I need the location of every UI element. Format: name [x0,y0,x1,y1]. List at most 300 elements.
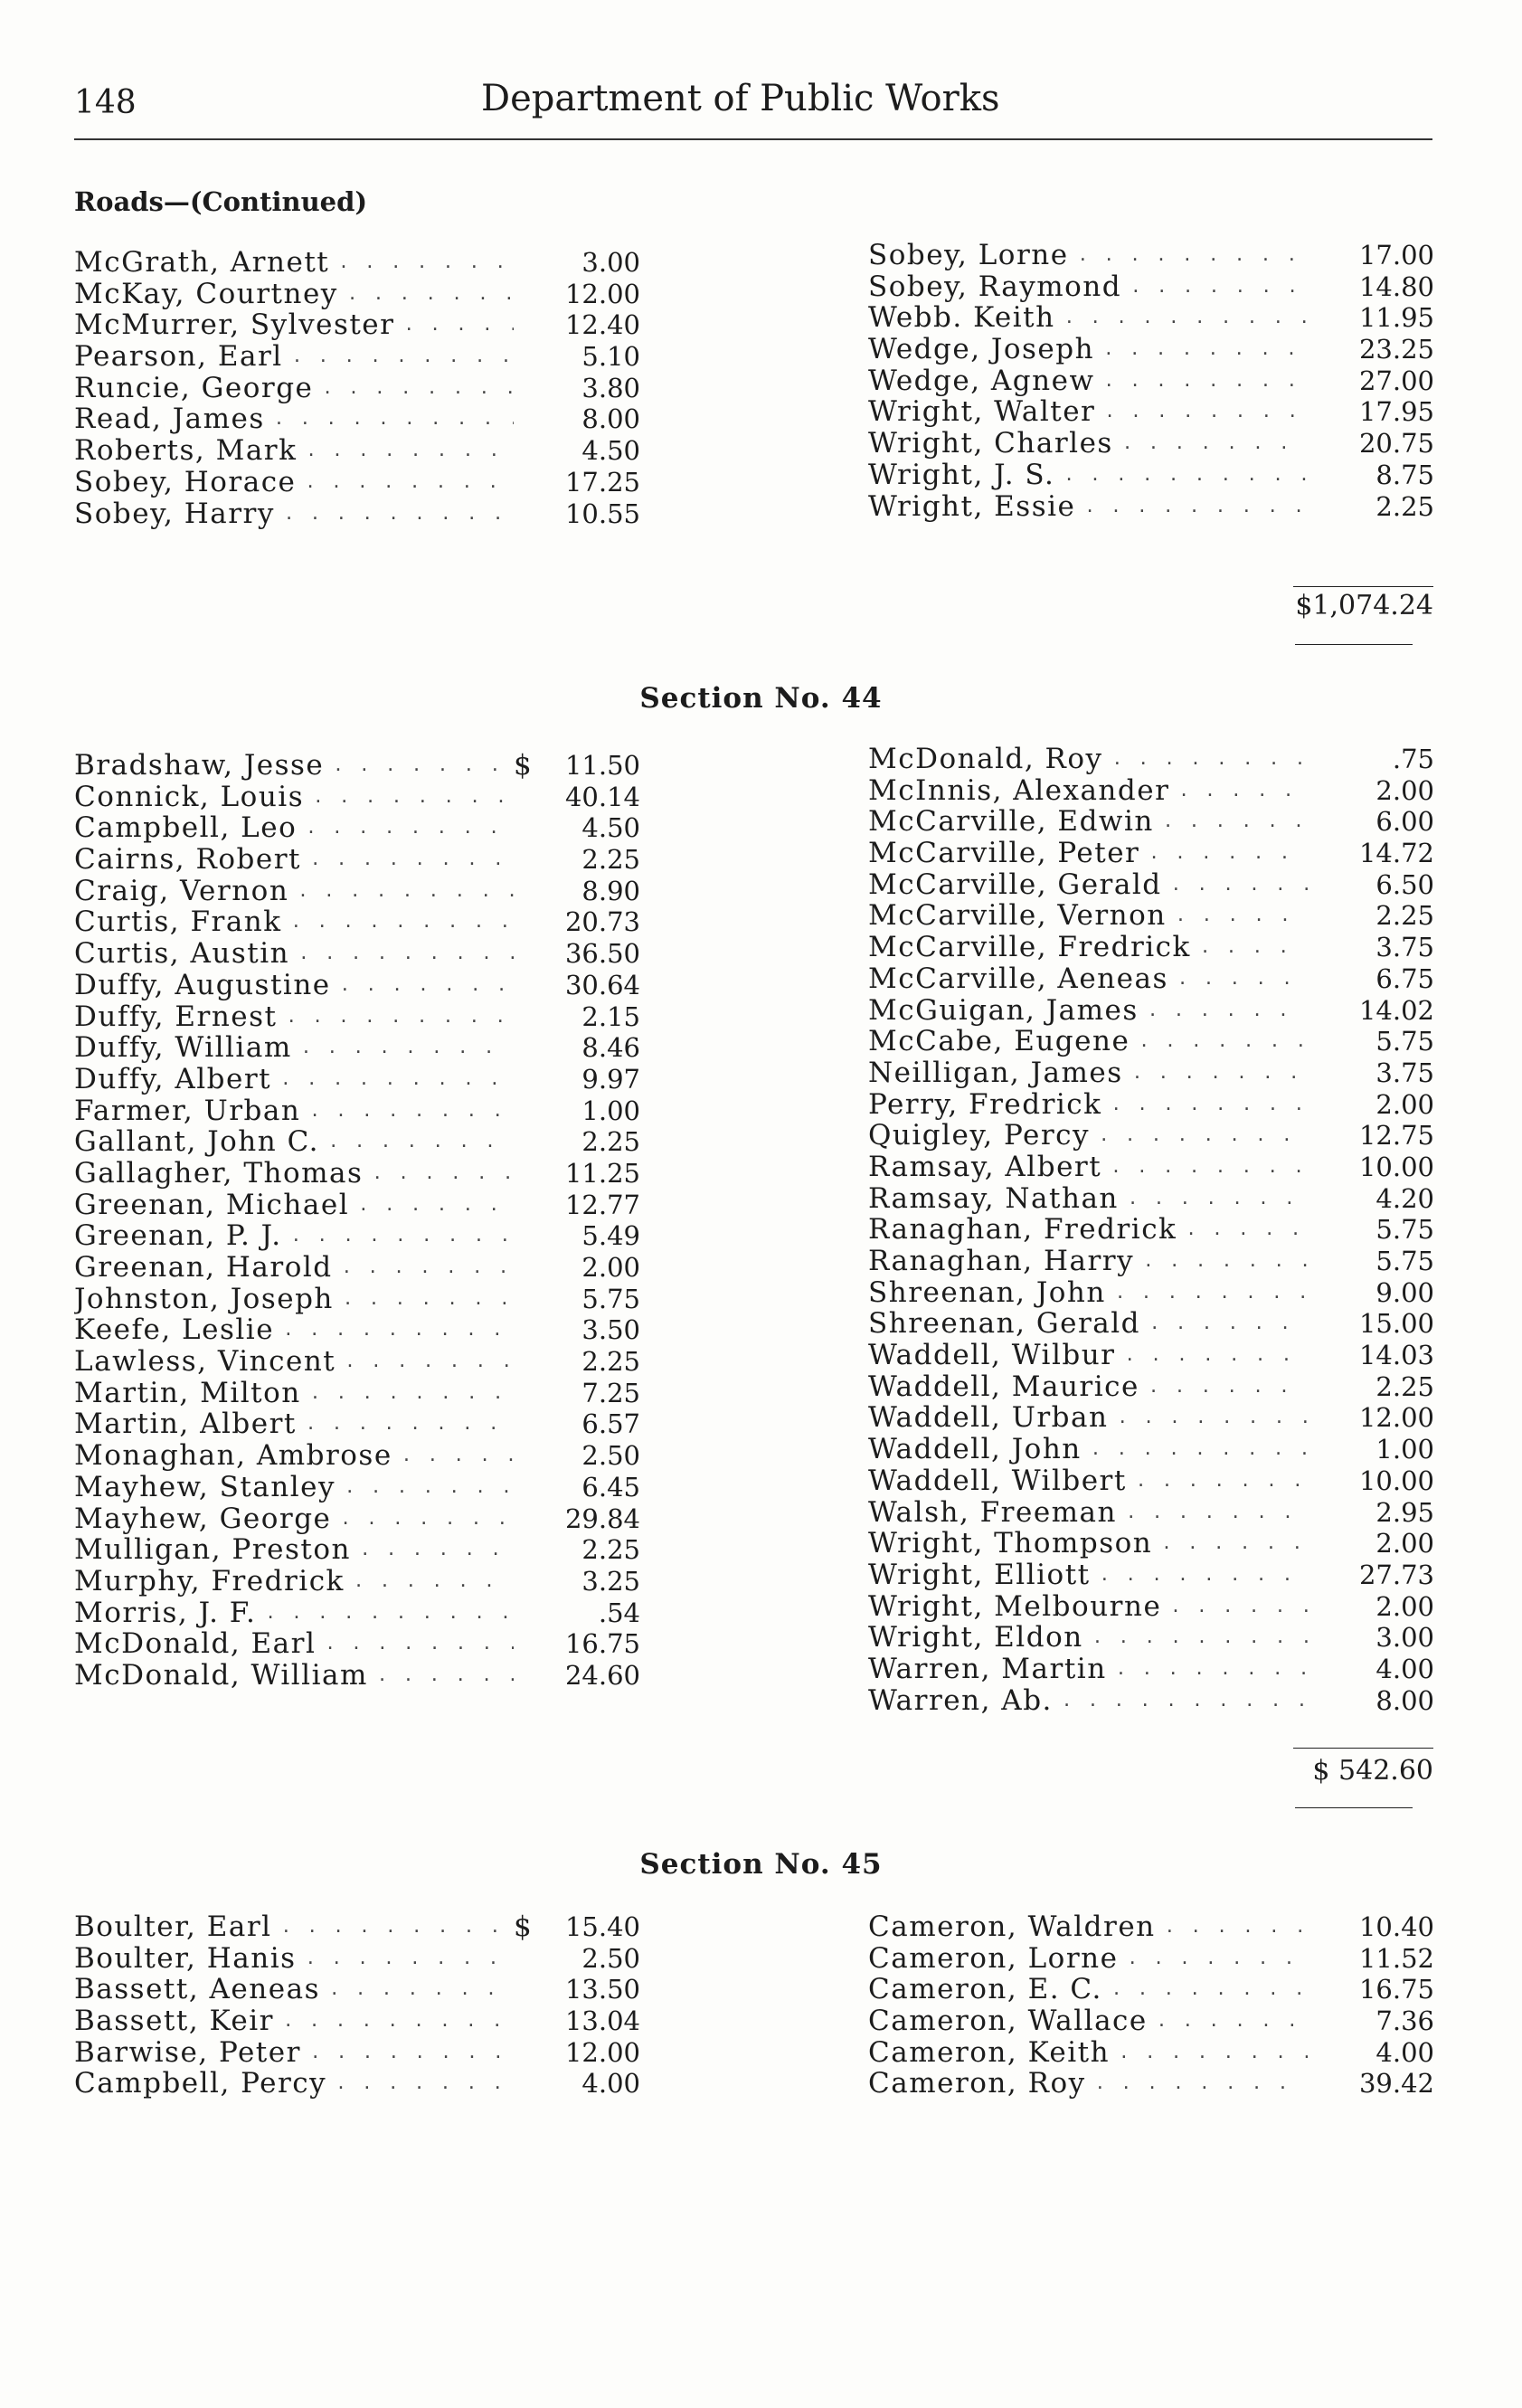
dollar-sign [1308,1911,1328,1943]
dollar-sign [1308,1974,1328,2005]
entry-name: Walsh, Freeman [868,1496,1118,1529]
entry-amount: 39.42 [1358,2068,1434,2100]
dot-leader [1095,396,1308,428]
ledger-entry [74,782,640,813]
ledger-entry [74,1911,640,1943]
ledger-entry [74,1284,640,1315]
dollar-sign [1308,1434,1328,1465]
dollar-sign: $ [514,1911,532,1943]
entry-name: Curtis, Frank [74,906,282,939]
entry-amount: 3.00 [581,247,640,278]
ledger-entry [868,271,1434,303]
dot-leader [1139,1371,1308,1403]
dot-leader [1113,428,1308,460]
dot-leader [1110,2037,1308,2069]
dollar-sign [514,1314,534,1346]
section-44-right-column [868,744,1434,1716]
dot-leader [1139,838,1308,869]
dollar-sign [1308,806,1328,838]
dot-leader [256,1597,514,1629]
entry-name: Perry, Fredrick [868,1088,1102,1121]
dollar-sign [1308,900,1328,932]
dollar-sign [514,1408,534,1440]
dollar-sign [514,2005,534,2037]
ledger-entry [868,1308,1434,1340]
entry-name: Greenan, P. J. [74,1220,282,1252]
entry-amount: 2.00 [581,1252,640,1283]
dollar-sign [1308,1685,1328,1717]
dollar-sign [1308,396,1328,428]
dollar-sign [1308,1026,1328,1057]
ledger-entry [74,1252,640,1284]
ledger-entry [868,1528,1434,1560]
dollar-sign [514,435,534,467]
ledger-entry [868,1120,1434,1152]
entry-amount: 40.14 [564,781,640,812]
entry-amount: 2.25 [581,1346,640,1378]
dollar-sign [1308,1120,1328,1152]
dot-leader [1069,240,1308,271]
dollar-sign [514,938,534,970]
entry-amount: 17.25 [564,466,640,498]
entry-name: Bassett, Keir [74,2005,274,2037]
dollar-sign [514,812,534,844]
ledger-entry [74,2037,640,2069]
dollar-sign [1308,1402,1328,1434]
ledger-entry [74,498,640,530]
entry-amount: 17.00 [1358,240,1434,270]
ledger-entry [868,1685,1434,1717]
dot-leader [1090,1120,1308,1152]
ledger-entry [74,1126,640,1158]
ledger-entry [868,744,1434,775]
entry-name: Waddell, Maurice [868,1370,1139,1403]
dollar-sign [514,1943,534,1975]
entry-amount: 27.73 [1358,1559,1434,1590]
entry-name: McCabe, Eugene [868,1026,1130,1057]
dollar-sign [514,1220,534,1252]
ledger-entry [868,963,1434,995]
entry-amount: 2.00 [1375,1590,1434,1622]
dollar-sign [514,1158,534,1190]
dot-leader [1094,334,1308,365]
ledger-entry [74,467,640,498]
entry-name: Wright, Walter [868,396,1096,429]
dollar-sign [514,1252,534,1284]
dot-leader [1086,2068,1308,2100]
ledger-entry [868,1057,1434,1089]
ledger-entry [74,1095,640,1127]
entry-name: McDonald, William [74,1659,368,1692]
entry-amount: 2.25 [1375,900,1434,932]
ledger-entry [74,970,640,1001]
ledger-entry [868,1622,1434,1654]
ledger-entry [868,1152,1434,1183]
dollar-sign [514,844,534,876]
entry-name: Farmer, Urban [74,1095,301,1127]
ledger-entry [868,1277,1434,1309]
entry-name: Shreenan, John [868,1276,1106,1309]
dollar-sign [514,373,534,404]
ledger-entry [74,1628,640,1660]
ledger-entry [74,1220,640,1252]
entry-name: McCarville, Aeneas [868,962,1168,995]
entry-amount: 7.25 [581,1377,640,1408]
entry-amount: 4.20 [1375,1182,1434,1214]
entry-amount: 14.02 [1358,994,1434,1026]
dot-leader [278,1001,515,1033]
entry-name: Cameron, Keith [868,2036,1111,2069]
entry-amount: 4.00 [1375,1653,1434,1684]
entry-name: McCarville, Peter [868,838,1140,869]
ledger-entry [868,900,1434,932]
dot-leader [297,435,514,467]
entry-name: Campbell, Percy [74,2068,327,2100]
dot-leader [1154,806,1308,838]
entry-amount: 8.46 [581,1032,640,1064]
entry-amount: 11.95 [1358,302,1434,334]
dollar-sign [514,782,534,813]
section-44-total: $ 542.60 [1312,1755,1433,1787]
dollar-sign [514,876,534,907]
entry-amount: 1.00 [1375,1434,1434,1465]
entry-name: Read, James [74,403,265,436]
dollar-sign [514,1974,534,2005]
ledger-entry [868,1183,1434,1215]
entry-amount: 6.57 [581,1408,640,1440]
entry-name: McMurrer, Sylvester [74,309,395,342]
entry-name: Wright, J. S. [868,459,1055,491]
ledger-entry [74,906,640,938]
entry-amount: 12.75 [1358,1120,1434,1152]
ledger-entry [868,396,1434,428]
dot-leader [1162,869,1308,901]
dot-leader [333,1252,514,1284]
dollar-sign [514,1534,534,1566]
ledger-entry [74,1534,640,1566]
dot-leader [336,1346,514,1378]
entry-amount: 12.77 [564,1189,640,1220]
ledger-entry [74,1346,640,1378]
dot-leader [1103,744,1308,775]
dollar-sign [1308,1183,1328,1215]
entry-name: Johnston, Joseph [74,1283,334,1315]
dot-leader [274,2005,514,2037]
section-45-right-column [868,1911,1434,2100]
dollar-sign [1308,1591,1328,1623]
dollar-sign [1308,775,1328,807]
entry-amount: 2.15 [581,1000,640,1032]
entry-name: Waddell, John [868,1434,1082,1465]
ledger-entry [868,775,1434,807]
dot-leader [272,1911,514,1943]
entry-name: Morris, J. F. [74,1597,257,1629]
dot-leader [297,812,514,844]
dot-leader [1102,1974,1308,2005]
section-45-title: Section No. 45 [639,1848,883,1881]
entry-name: Cameron, E. C. [868,1974,1102,2006]
ledger-entry [868,1402,1434,1434]
entry-amount: 2.25 [1375,490,1434,522]
entry-name: Neilligan, James [868,1057,1123,1089]
ledger-entry [74,1472,640,1503]
entry-amount: 11.25 [564,1157,640,1189]
ledger-entry [868,365,1434,397]
dot-leader [1108,1402,1308,1434]
ledger-entry [74,812,640,844]
ledger-entry [868,460,1434,491]
entry-name: McCarville, Gerald [868,868,1162,901]
dollar-sign [514,467,534,498]
dot-leader [336,1472,514,1503]
entry-amount: 4.00 [1375,2036,1434,2068]
entry-amount: 5.75 [581,1283,640,1314]
dot-leader [326,2068,514,2100]
entry-amount: 2.25 [1375,1370,1434,1402]
entry-name: Mayhew, Stanley [74,1471,336,1503]
entry-name: Martin, Albert [74,1408,297,1441]
entry-amount: 3.25 [581,1565,640,1597]
entry-amount: 24.60 [564,1659,640,1691]
dot-leader [1156,1911,1308,1943]
entry-name: Pearson, Earl [74,341,283,373]
dollar-sign [1308,460,1328,491]
ledger-entry [74,279,640,310]
entry-name: Ranaghan, Fredrick [868,1214,1177,1246]
entry-name: Sobey, Raymond [868,270,1122,303]
ledger-entry [74,2005,640,2037]
ledger-entry [74,403,640,435]
ledger-entry [868,428,1434,460]
entry-name: Gallagher, Thomas [74,1157,364,1190]
entry-name: Barwise, Peter [74,2036,301,2069]
entry-amount: 3.80 [581,372,640,403]
page-title: Department of Public Works [481,78,1000,119]
dollar-sign [514,1472,534,1503]
section-44-left-column [74,750,640,1692]
entry-name: McKay, Courtney [74,278,338,310]
dollar-sign [1308,1340,1328,1371]
entry-name: Warren, Martin [868,1653,1107,1685]
entry-amount: .75 [1392,744,1434,774]
dollar-sign [514,1032,534,1064]
dollar-sign [514,498,534,530]
entry-name: McGrath, Arnett [74,247,330,279]
dollar-sign [1308,2037,1328,2069]
ledger-entry [868,1089,1434,1121]
ledger-entry [74,1660,640,1692]
dot-leader [331,970,514,1001]
entry-amount: 1.00 [581,1095,640,1126]
dollar-sign [1308,869,1328,901]
dollar-sign [1308,302,1328,334]
ledger-entry [74,1190,640,1221]
ledger-entry [868,1911,1434,1943]
dot-leader [319,1126,514,1158]
roads-continued-heading: Roads—(Continued) [74,186,368,217]
entry-amount: 13.04 [564,2005,640,2037]
entry-name: Connick, Louis [74,781,305,813]
entry-name: Warren, Ab. [868,1684,1053,1717]
dot-leader [292,1032,514,1064]
dot-leader [349,1190,514,1221]
entry-amount: 14.80 [1358,270,1434,302]
entry-amount: 8.00 [581,403,640,435]
dot-leader [289,938,514,970]
entry-name: McDonald, Earl [74,1628,317,1660]
dollar-sign [1308,1497,1328,1529]
entry-name: Boulter, Hanis [74,1942,297,1975]
ledger-entry [868,838,1434,869]
ledger-entry [74,1064,640,1095]
roads-total-rule [1293,586,1433,587]
entry-name: Cameron, Lorne [868,1942,1119,1975]
entry-amount: 9.97 [581,1063,640,1095]
entry-name: Craig, Vernon [74,875,289,907]
entry-name: Quigley, Percy [868,1120,1091,1152]
dollar-sign [514,1190,534,1221]
entry-amount: 3.75 [1375,932,1434,963]
dollar-sign [1308,240,1328,271]
entry-name: Campbell, Leo [74,812,298,845]
ledger-entry [74,844,640,876]
entry-amount: 15.40 [564,1911,640,1942]
dollar-sign [514,2068,534,2100]
dollar-sign [1308,1943,1328,1975]
entry-name: Cameron, Waldren [868,1911,1156,1943]
entry-name: Keefe, Leslie [74,1314,275,1347]
entry-amount: 20.73 [564,906,640,938]
entry-amount: 8.00 [1375,1684,1434,1716]
dollar-sign [1308,271,1328,303]
entry-amount: 2.50 [581,1942,640,1974]
entry-name: Wright, Thompson [868,1528,1153,1560]
dollar-sign [514,1346,534,1378]
entry-amount: 2.50 [581,1440,640,1472]
entry-amount: 13.50 [564,1974,640,2005]
ledger-entry [868,1974,1434,2005]
dot-leader [296,467,514,498]
dot-leader [297,1408,514,1440]
dot-leader [1091,1560,1308,1591]
dollar-sign [1308,2005,1328,2037]
dot-leader [1134,1246,1308,1277]
dollar-sign [1308,1057,1328,1089]
dot-leader [1148,2005,1308,2037]
dot-leader [304,782,514,813]
dollar-sign [1308,963,1328,995]
dot-leader [301,844,514,876]
dollar-sign [514,2037,534,2069]
entry-amount: 27.00 [1358,365,1434,396]
entry-amount: 12.00 [564,2036,640,2068]
dot-leader [1169,775,1308,807]
dollar-sign [514,1628,534,1660]
dollar-sign: $ [514,750,532,782]
roads-total-underline [1295,644,1413,645]
dot-leader [1168,963,1308,995]
dot-leader [1161,1591,1308,1623]
dot-leader [1053,1685,1308,1717]
ledger-entry [868,1246,1434,1277]
dot-leader [282,1220,514,1252]
dot-leader [301,2037,514,2069]
dollar-sign [514,279,534,310]
entry-name: Duffy, Albert [74,1063,272,1095]
dot-leader [282,906,514,938]
entry-name: Ramsay, Nathan [868,1182,1119,1215]
entry-name: Monaghan, Ambrose [74,1440,392,1472]
ledger-entry [74,247,640,279]
dollar-sign [514,1064,534,1095]
entry-name: Shreenan, Gerald [868,1308,1141,1341]
dot-leader [345,1566,514,1597]
entry-name: Bassett, Aeneas [74,1974,320,2006]
ledger-entry [74,2068,640,2100]
dollar-sign [514,1095,534,1127]
entry-amount: 3.50 [581,1314,640,1346]
dot-leader [368,1660,514,1692]
dot-leader [1118,1943,1308,1975]
ledger-entry [868,1340,1434,1371]
dollar-sign [1308,1654,1328,1685]
entry-name: Wright, Melbourne [868,1590,1162,1623]
dollar-sign [1308,1528,1328,1560]
dollar-sign [514,1503,534,1535]
ledger-entry [868,1465,1434,1497]
entry-name: Mulligan, Preston [74,1534,351,1566]
entry-amount: 23.25 [1358,334,1434,365]
entry-name: Cameron, Roy [868,2068,1086,2100]
ledger-entry [74,1597,640,1629]
entry-amount: 29.84 [564,1503,640,1534]
entry-name: Ramsay, Albert [868,1151,1102,1183]
dot-leader [1055,302,1308,334]
ledger-entry [868,806,1434,838]
dot-leader [265,403,514,435]
dot-leader [351,1534,514,1566]
ledger-entry [74,1378,640,1409]
dollar-sign [1308,1089,1328,1121]
dollar-sign [1308,1277,1328,1309]
entry-name: McDonald, Roy [868,744,1103,775]
ledger-entry [74,1943,640,1975]
entry-amount: 14.03 [1358,1340,1434,1371]
dollar-sign [1308,491,1328,523]
dot-leader [301,1378,514,1409]
entry-name: Sobey, Harry [74,498,275,530]
dollar-sign [514,403,534,435]
dollar-sign [1308,1214,1328,1246]
entry-name: Cameron, Wallace [868,2005,1148,2037]
entry-name: Roberts, Mark [74,435,298,467]
dot-leader [324,750,514,782]
dollar-sign [1308,334,1328,365]
entry-amount: 15.00 [1358,1308,1434,1340]
entry-amount: 3.75 [1375,1057,1434,1088]
dot-leader [1082,1434,1308,1465]
entry-amount: 10.40 [1358,1911,1434,1942]
dot-leader [338,279,514,310]
entry-amount: 5.10 [581,341,640,373]
entry-name: McGuigan, James [868,994,1139,1027]
entry-amount: 6.75 [1375,962,1434,994]
entry-amount: 2.00 [1375,774,1434,806]
dot-leader [297,1943,514,1975]
dot-leader [1075,491,1308,523]
dollar-sign [514,906,534,938]
ledger-entry [868,869,1434,901]
